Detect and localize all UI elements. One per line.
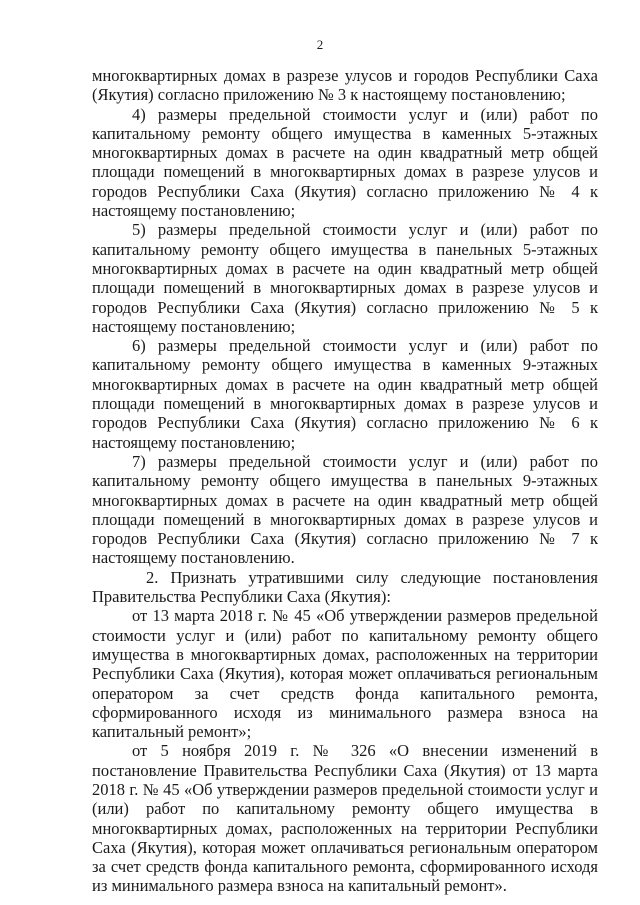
paragraph-continuation: многоквартирных домах в разрезе улусов и городов Республики Саха (Якутия) согласно приложению № 3 к настоящему постановлению; (92, 66, 598, 105)
paragraph-repealed-resolution-45: от 13 марта 2018 г. № 45 «Об утверждении размеров предельной стоимости услуг и (или) работ по капитальному ремонту общего имущества в многоквартирных домах, расположенных на территории Республики Саха (Якутия), которая может оплачиваться региональным оператором за счет средств фонда капитального ремонта, сформированного исходя из минимального размера взноса на капитальный ремонт»; (92, 606, 598, 742)
paragraph-section-2: 2. Признать утратившими силу следующие постановления Правительства Республики Саха (Якутия): (92, 567, 598, 607)
paragraph-item-6: 6) размеры предельной стоимости услуг и (или) работ по капитальному ремонту общего имущества в каменных 9-этажных многоквартирных домах в расчете на один квадратный метр общей площади помещений в многоквартирных домах в разрезе улусов и городов Республики Саха (Якутия) согласно приложению № 6 к настоящему постановлению; (92, 336, 598, 452)
paragraph-item-4: 4) размеры предельной стоимости услуг и (или) работ по капитальному ремонту общего имущества в каменных 5-этажных многоквартирных домах в расчете на один квадратный метр общей площади помещений в многоквартирных домах в разрезе улусов и городов Республики Саха (Якутия) согласно приложению № 4 к настоящему постановлению; (92, 104, 598, 221)
document-body (92, 66, 598, 896)
page-number: 2 (316, 37, 324, 52)
paragraph-repealed-resolution-326: от 5 ноября 2019 г. № 326 «О внесении изменений в постановление Правительства Республики Саха (Якутия) от 13 марта 2018 г. № 45 «Об утверждении размеров предельной стоимости услуг и (или) работ по капитальному ремонту общего имущества в многоквартирных домах, расположенных на территории Республики Саха (Якутия), которая может оплачиваться региональным оператором за счет средств фонда капитального ремонта, сформированного исходя из минимального размера взноса на капитальный ремонт». (92, 741, 598, 896)
paragraph-item-5: 5) размеры предельной стоимости услуг и (или) работ по капитальному ремонту общего имущества в панельных 5-этажных многоквартирных домах в расчете на один квадратный метр общей площади помещений в многоквартирных домах в разрезе улусов и городов Республики Саха (Якутия) согласно приложению № 5 к настоящему постановлению; (92, 220, 598, 336)
paragraph-item-7: 7) размеры предельной стоимости услуг и (или) работ по капитальному ремонту общего имущества в панельных 9-этажных многоквартирных домах в расчете на один квадратный метр общей площади помещений в многоквартирных домах в разрезе улусов и городов Республики Саха (Якутия) согласно приложению № 7 к настоящему постановлению. (92, 451, 598, 568)
